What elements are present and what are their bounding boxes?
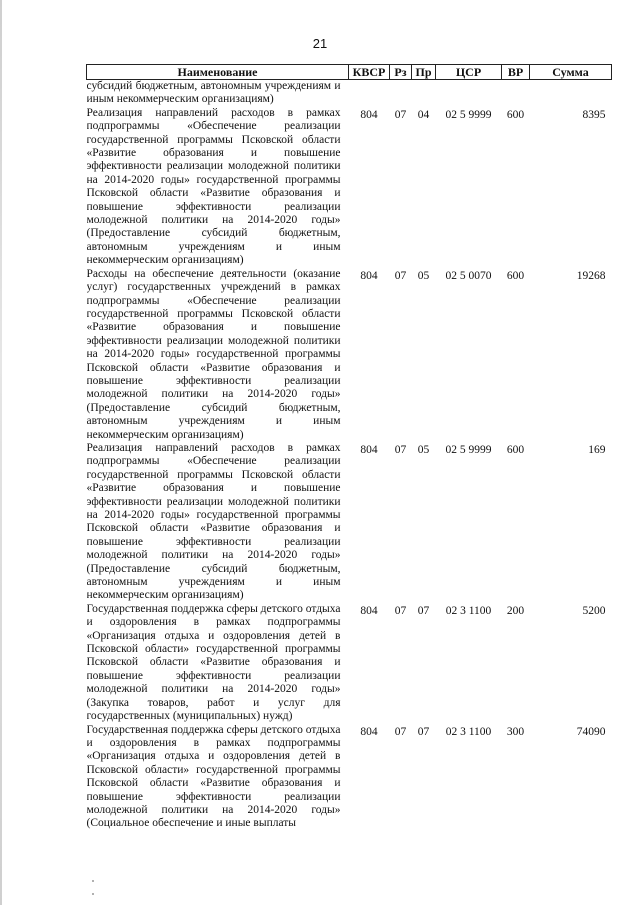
table-header (87, 65, 612, 80)
row-rz: 07 (394, 443, 407, 456)
header-name: Наименование (87, 65, 349, 80)
row-name: субсидий бюджетным, автономным учреждениям и иным некоммерческим организациям) (86, 80, 341, 106)
row-vr: 600 (506, 443, 525, 456)
header-vr: ВР (502, 65, 530, 80)
row-kvsr: 804 (360, 604, 378, 617)
header-sum: Сумма (530, 65, 612, 80)
header-kvsr: КВСР (349, 65, 390, 80)
row-kvsr: 804 (360, 443, 378, 456)
table-row (87, 107, 612, 268)
row-kvsr: 804 (360, 725, 378, 738)
row-sum: 169 (588, 443, 606, 456)
table-row (87, 442, 612, 603)
row-rz: 07 (394, 269, 407, 282)
budget-table (86, 64, 612, 831)
row-name: Расходы на обеспечение деятельности (оказание услуг) государственных учреждений в рамках подпрограммы «Обеспечение реализации государственной программы Псковской области «Развитие образования и повышение эффективности реализации молодежной политики на 2014-2020 годы» государственной программы Псковской области «Развитие образования и повышение эффективности реализации молодежной политики на 2014-2020 годы» (Предоставление субсидий бюджетным, автономным учреждениям и иным некоммерческим организациям) (86, 267, 341, 441)
header-csr: ЦСР (436, 65, 502, 80)
row-sum: 8395 (582, 108, 606, 121)
row-name: Государственная поддержка сферы детского отдыха и оздоровления в рамках подпрограммы «Организация отдыха и оздоровления детей в Псковской области» государственной программы Псковской области «Развитие образования и повышение эффективности реализации молодежной политики на 2014-2020 годы» (Закупка товаров, работ и услуг для государственных (муниципальных) нужд) (86, 602, 341, 723)
scan-edge (0, 0, 2, 905)
row-kvsr: 804 (360, 108, 378, 121)
row-vr: 200 (506, 604, 525, 617)
row-sum: 5200 (582, 604, 606, 617)
row-rz: 07 (394, 725, 407, 738)
table-body (87, 80, 612, 831)
row-vr: 600 (506, 269, 525, 282)
scan-speck (92, 893, 94, 895)
table-row (87, 603, 612, 724)
row-name: Государственная поддержка сферы детского отдыха и оздоровления в рамках подпрограммы «Организация отдыха и оздоровления детей в Псковской области» государственной программы Псковской области «Развитие образования и повышение эффективности реализации молодежной политики на 2014-2020 годы» (Социальное обеспечение и иные выплаты (86, 723, 341, 830)
table-row-continuation (87, 80, 612, 107)
row-pr: 05 (417, 443, 430, 456)
table-row (87, 724, 612, 831)
row-pr: 07 (417, 725, 430, 738)
row-kvsr: 804 (360, 269, 378, 282)
row-pr: 07 (417, 604, 430, 617)
row-name: Реализация направлений расходов в рамках подпрограммы «Обеспечение реализации государственной программы Псковской области «Развитие образования и повышение эффективности реализации молодежной политики на 2014-2020 годы» государственной программы Псковской области «Развитие образования и повышение эффективности реализации молодежной политики на 2014-2020 годы» (Предоставление субсидий бюджетным, автономным учреждениям и иным некоммерческим организациям) (86, 441, 341, 602)
row-csr: 02 3 1100 (445, 604, 492, 617)
row-csr: 02 5 9999 (445, 108, 492, 121)
row-pr: 04 (417, 108, 430, 121)
row-csr: 02 5 0070 (445, 269, 492, 282)
header-pr: Пр (412, 65, 436, 80)
row-csr: 02 5 9999 (445, 443, 492, 456)
row-rz: 07 (394, 108, 407, 121)
row-rz: 07 (394, 604, 407, 617)
scan-speck (92, 880, 94, 882)
row-csr: 02 3 1100 (445, 725, 492, 738)
row-name: Реализация направлений расходов в рамках подпрограммы «Обеспечение реализации государственной программы Псковской области «Развитие образования и повышение эффективности реализации молодежной политики на 2014-2020 годы» государственной программы Псковской области «Развитие образования и повышение эффективности реализации молодежной политики на 2014-2020 годы» (Предоставление субсидий бюджетным, автономным учреждениям и иным некоммерческим организациям) (86, 106, 341, 267)
row-vr: 600 (506, 108, 525, 121)
page-number: 21 (312, 36, 328, 51)
row-vr: 300 (506, 725, 525, 738)
row-pr: 05 (417, 269, 430, 282)
header-rz: Рз (390, 65, 412, 80)
row-sum: 74090 (576, 725, 606, 738)
row-sum: 19268 (576, 269, 606, 282)
table-row (87, 268, 612, 442)
